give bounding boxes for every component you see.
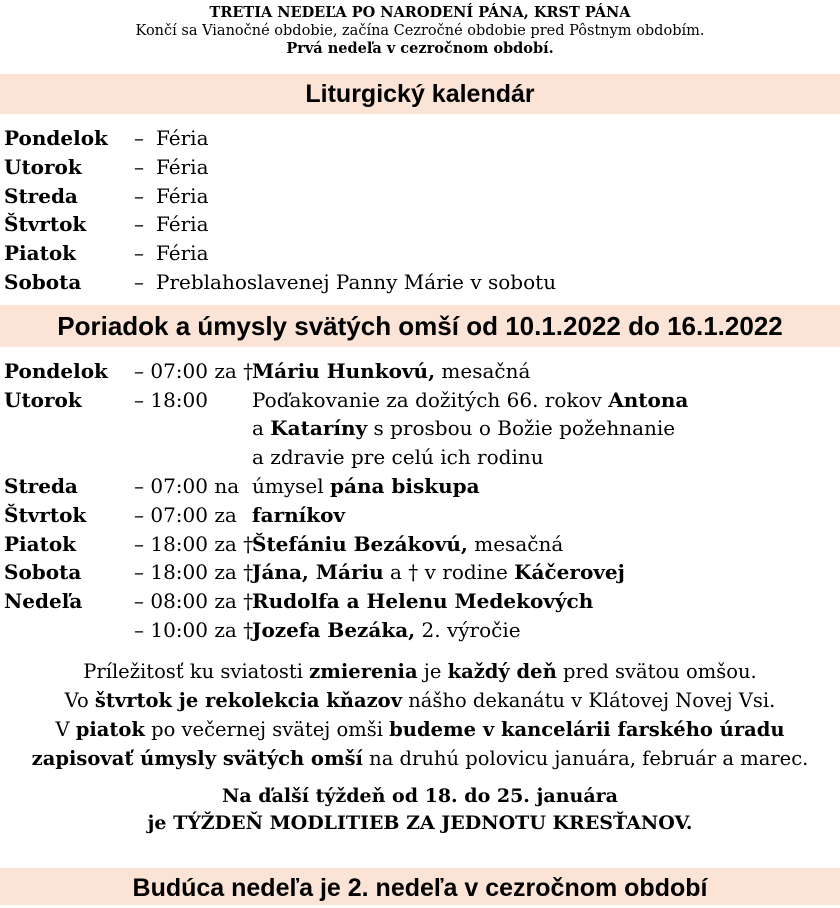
mass-day: Štvrtok [4, 502, 87, 527]
calendar-row [4, 182, 840, 211]
announcement-text: zapisovať úmysly svätých omší [31, 746, 363, 770]
announcement-text: je [417, 659, 448, 683]
intention-text: pána biskupa [330, 473, 480, 498]
bulletin-note: Prvá nedeľa v cezročnom období. [286, 40, 554, 57]
announcement-text: nášho dekanátu v Klátovej Novej Vsi. [402, 688, 776, 712]
calendar-value: Féria [156, 154, 209, 179]
mass-row [4, 587, 840, 616]
bulletin-title: TRETIA NEDEĽA PO NARODENÍ PÁNA, KRST PÁNA [209, 4, 631, 21]
mass-intention-line [252, 386, 840, 415]
announcement-text: po večernej svätej omši [144, 717, 390, 741]
calendar-row [4, 153, 840, 182]
calendar-list [0, 124, 840, 297]
announcement-line [0, 686, 840, 715]
mass-day: Piatok [4, 531, 77, 556]
week-notice-line: je TÝŽDEŇ MODLITIEB ZA JEDNOTU KRESŤANOV. [147, 811, 693, 834]
mass-intention-line [252, 558, 840, 587]
intention-text: Jána, Máriu [252, 560, 384, 585]
intention-text: Antona [608, 387, 689, 412]
mass-time: – 18:00 za † [134, 560, 254, 585]
calendar-day: Sobota [4, 269, 82, 294]
intention-text: farníkov [252, 502, 346, 527]
announcements [0, 657, 840, 773]
next-sunday-banner: Budúca nedeľa je 2. nedeľa v cezročnom období [0, 868, 840, 905]
mass-intention [252, 472, 840, 501]
mass-row [4, 357, 840, 386]
mass-intention-line [252, 472, 840, 501]
calendar-dash: – [134, 241, 144, 266]
mass-intention [252, 357, 840, 386]
week-notice-line: Na ďalší týždeň od 18. do 25. januára [222, 784, 618, 807]
masses-list [0, 357, 840, 645]
intention-text: mesačná [435, 358, 531, 383]
calendar-row [4, 210, 840, 239]
calendar-day: Utorok [4, 154, 82, 179]
calendar-dash: – [134, 212, 144, 237]
week-notice [0, 783, 840, 837]
mass-time: – 10:00 za † [134, 617, 254, 642]
mass-intention [252, 501, 840, 530]
intention-text: a † v rodine [383, 560, 515, 585]
mass-intention-line [252, 443, 840, 472]
intention-text: Rudolfa a Helenu Medekových [252, 589, 594, 614]
mass-time: – 07:00 na [134, 473, 240, 498]
announcement-text: budeme v kancelárii farského úradu [389, 717, 785, 741]
intention-text: Jozefa Bezáka, [252, 617, 416, 642]
intention-text: a [252, 416, 271, 441]
mass-intention-line [252, 357, 840, 386]
calendar-day: Štvrtok [4, 212, 87, 237]
announcement-text: na druhú polovicu januára, február a marec. [362, 746, 809, 770]
announcement-text: piatok [75, 717, 145, 741]
bulletin-header [0, 0, 840, 58]
calendar-dash: – [134, 154, 144, 179]
mass-intention [252, 386, 840, 472]
mass-time: – 18:00 [134, 387, 208, 412]
announcement-text: štvrtok je rekolekcia kňazov [94, 688, 403, 712]
mass-time: – 18:00 za † [134, 531, 254, 556]
announcement-line [0, 715, 840, 744]
mass-intention [252, 558, 840, 587]
mass-row [4, 530, 840, 559]
intention-text: 2. výročie [415, 617, 521, 642]
calendar-value: Féria [156, 241, 209, 266]
calendar-dash: – [134, 269, 144, 294]
announcement-text: V [55, 717, 76, 741]
mass-day [4, 616, 134, 645]
intention-text: Máriu Hunkovú, [252, 358, 436, 383]
intention-text: Štefániu Bezákovú, [252, 531, 468, 556]
announcement-line [0, 657, 840, 686]
mass-day: Pondelok [4, 358, 108, 383]
mass-time: – 08:00 za † [134, 589, 254, 614]
calendar-row [4, 268, 840, 297]
intention-text: úmysel [252, 473, 330, 498]
intention-text: Poďakovanie za dožitých 66. rokov [252, 387, 609, 412]
mass-intention [252, 616, 840, 645]
masses-heading: Poriadok a úmysly svätých omší od 10.1.2022 do 16.1.2022 [0, 305, 840, 347]
announcement-text: Vo [64, 688, 95, 712]
mass-row [4, 616, 840, 645]
calendar-row [4, 124, 840, 153]
mass-day: Sobota [4, 560, 82, 585]
announcement-text: každý deň [447, 659, 557, 683]
calendar-value: Preblahoslavenej Panny Márie v sobotu [156, 269, 557, 294]
intention-text: a zdravie pre celú ich rodinu [252, 445, 544, 470]
mass-day: Nedeľa [4, 589, 83, 614]
mass-row [4, 386, 840, 472]
mass-day: Utorok [4, 387, 82, 412]
mass-intention-line [252, 616, 840, 645]
announcement-text: zmierenia [309, 659, 418, 683]
mass-time: – 07:00 za † [134, 358, 254, 383]
announcement-text: pred svätou omšou. [556, 659, 757, 683]
calendar-day: Piatok [4, 241, 77, 266]
mass-intention-line [252, 414, 840, 443]
mass-row [4, 472, 840, 501]
mass-intention [252, 587, 840, 616]
mass-intention [252, 530, 840, 559]
calendar-day: Pondelok [4, 126, 108, 150]
intention-text: Kataríny [270, 416, 368, 441]
calendar-value: Féria [156, 183, 209, 208]
mass-time: – 07:00 za [134, 502, 237, 527]
calendar-dash: – [134, 183, 144, 208]
announcement-line [0, 744, 840, 773]
calendar-day: Streda [4, 183, 78, 208]
calendar-value: Féria [156, 126, 209, 150]
calendar-heading: Liturgický kalendár [0, 74, 840, 114]
mass-intention-line [252, 530, 840, 559]
mass-row [4, 501, 840, 530]
bulletin-subtitle: Končí sa Vianočné obdobie, začína Cezročné obdobie pred Pôstnym obdobím. [135, 23, 705, 39]
calendar-row [4, 239, 840, 268]
calendar-dash: – [134, 126, 144, 150]
intention-text: Káčerovej [514, 560, 625, 585]
intention-text: s prosbou o Božie požehnanie [367, 416, 676, 441]
mass-intention-line [252, 587, 840, 616]
mass-day: Streda [4, 473, 78, 498]
calendar-value: Féria [156, 212, 209, 237]
mass-row [4, 558, 840, 587]
intention-text: mesačná [467, 531, 564, 556]
mass-intention-line [252, 501, 840, 530]
announcement-text: Príležitosť ku sviatosti [83, 659, 310, 683]
